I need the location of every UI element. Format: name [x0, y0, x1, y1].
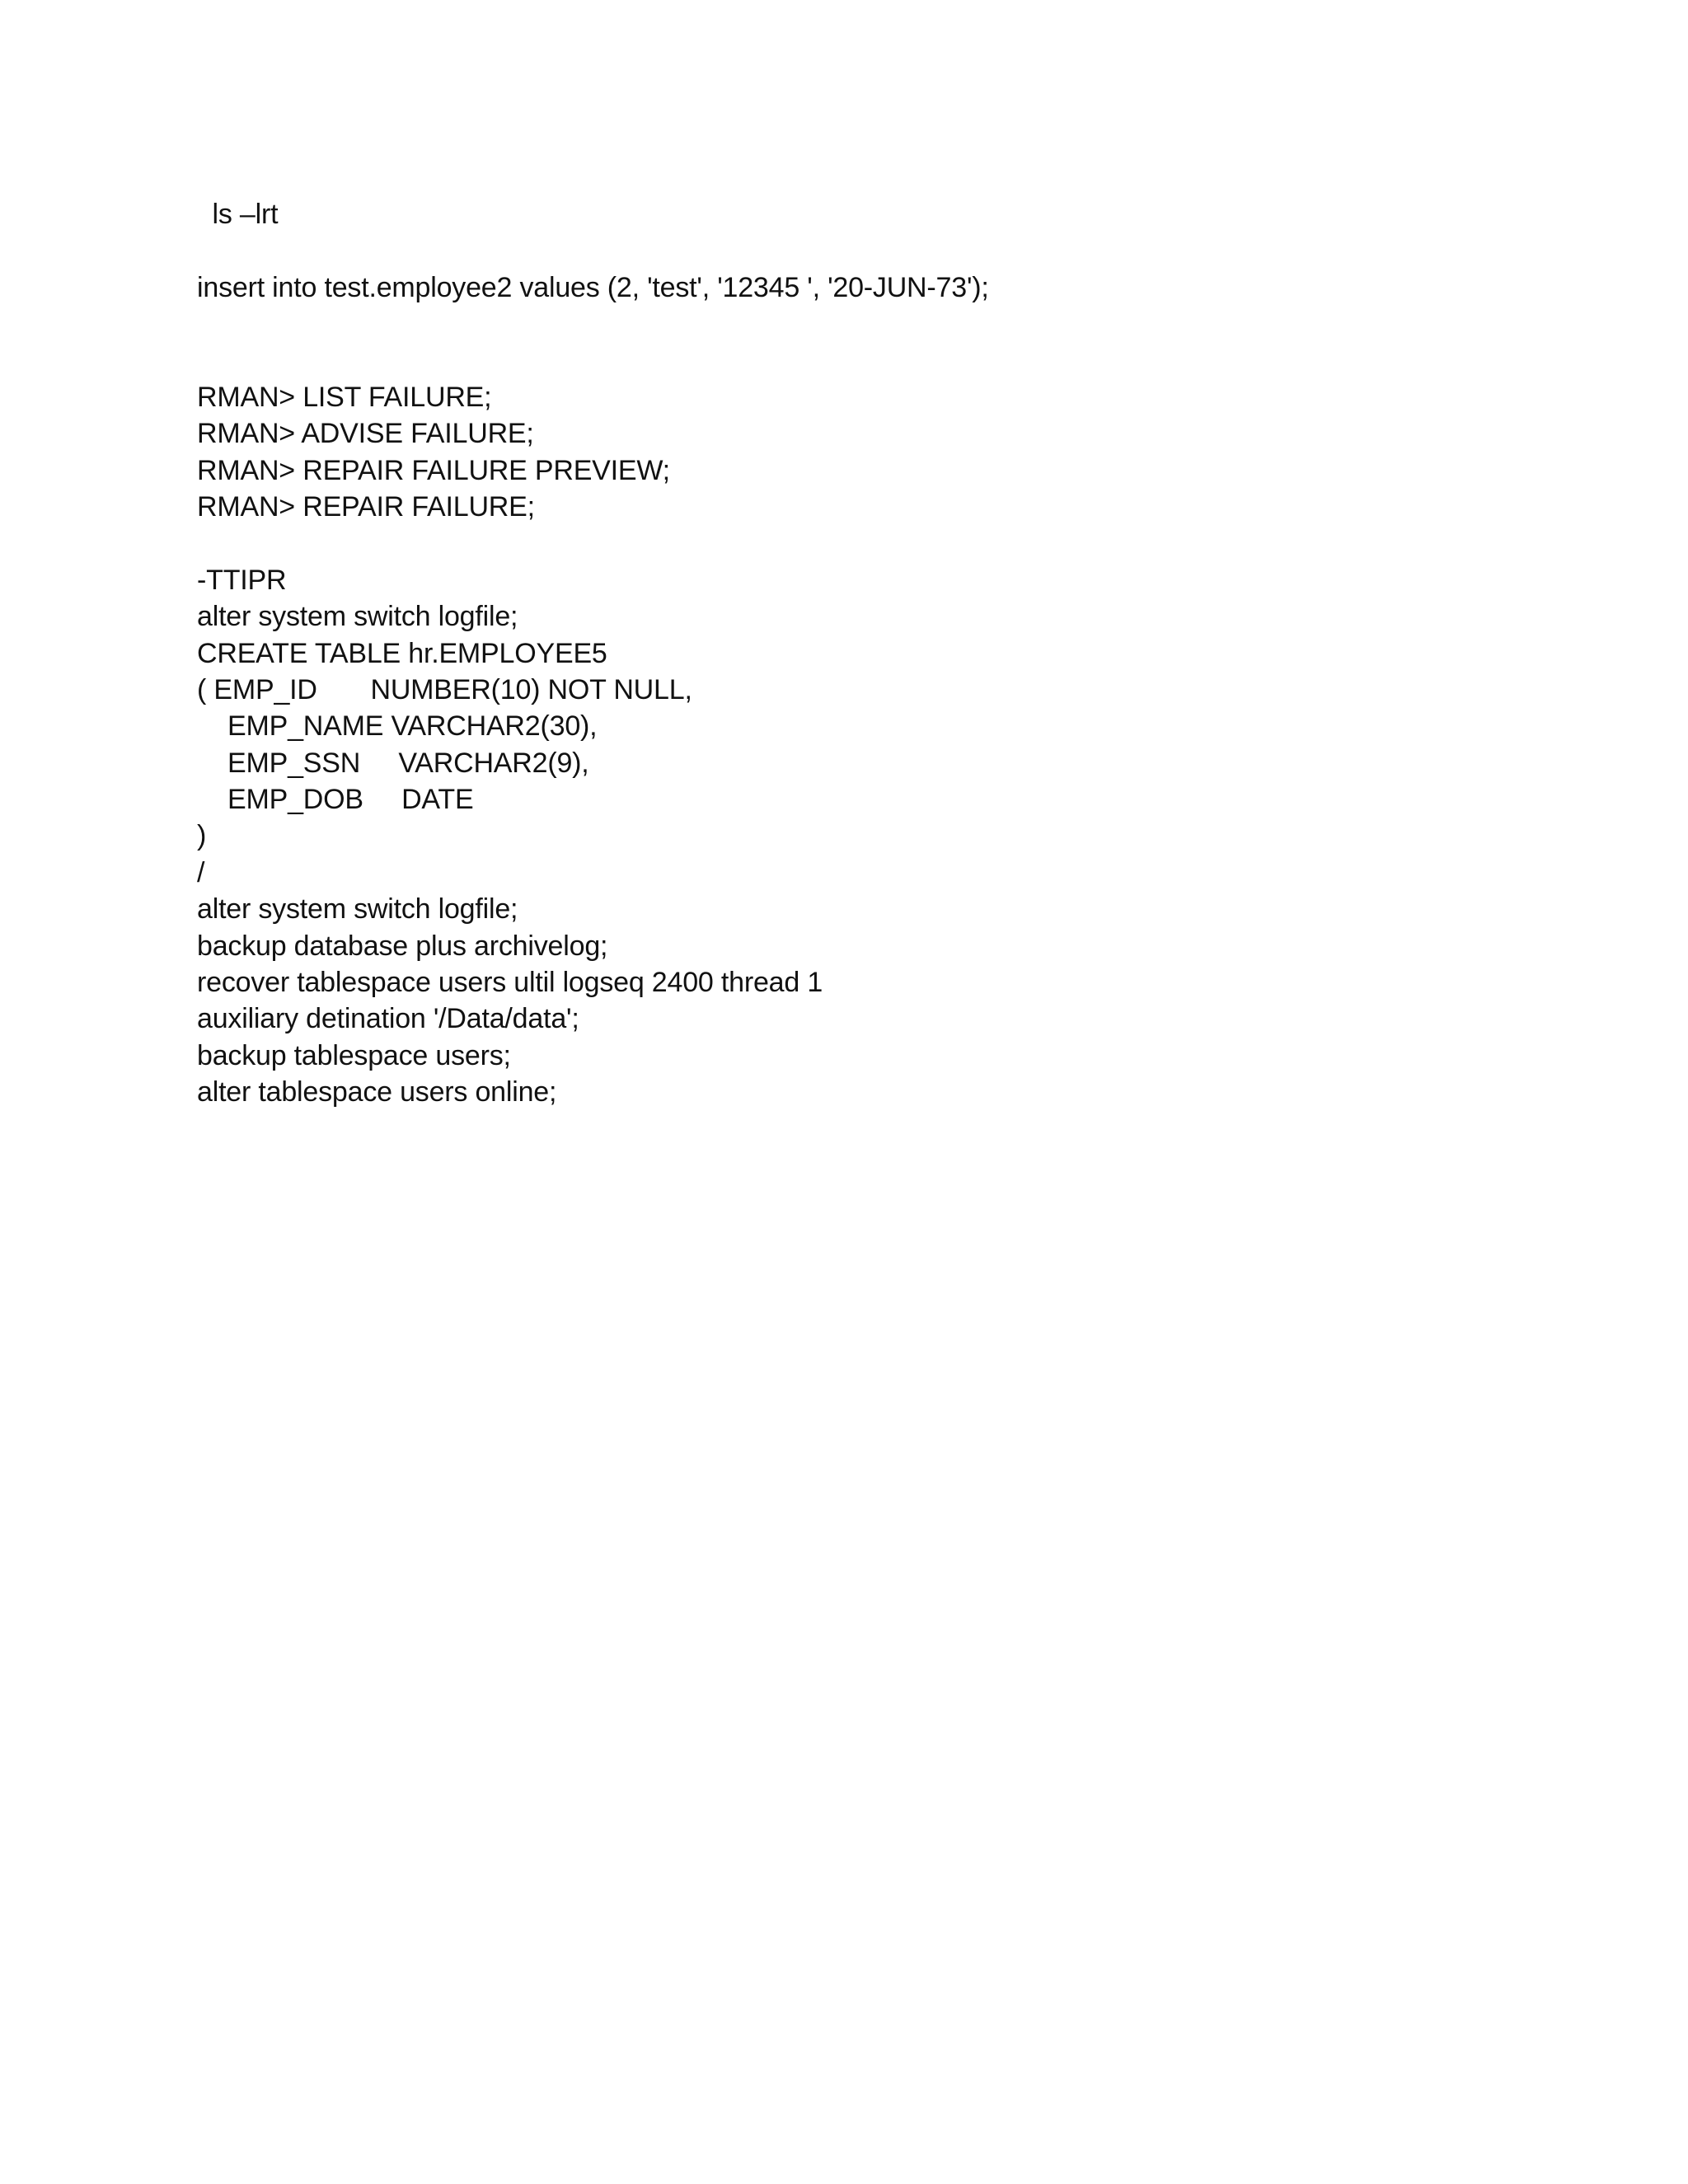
emp-name-column-line: EMP_NAME VARCHAR2(30), [197, 710, 598, 742]
closing-paren-line: ) [197, 820, 207, 851]
backup-tablespace-line: backup tablespace users; [197, 1040, 511, 1071]
create-table-line: CREATE TABLE hr.EMPLOYEE5 [197, 638, 607, 669]
backup-database-line: backup database plus archivelog; [197, 930, 608, 962]
slash-line: / [197, 857, 205, 888]
tablespace-online-line: alter tablespace users online; [197, 1076, 557, 1108]
recover-tablespace-line: recover tablespace users ultil logseq 2400 thread 1 [197, 967, 823, 998]
auxiliary-destination-line: auxiliary detination '/Data/data'; [197, 1003, 579, 1034]
switch-logfile-line-2: alter system switch logfile; [197, 893, 518, 925]
sql-insert-line: insert into test.employee2 values (2, 'test', '12345 ', '20-JUN-73'); [197, 272, 989, 303]
rman-repair-preview-line: RMAN> REPAIR FAILURE PREVIEW; [197, 455, 670, 486]
emp-id-column-line: ( EMP_ID NUMBER(10) NOT NULL, [197, 674, 692, 705]
ttipr-line: -TTIPR [197, 565, 287, 596]
rman-repair-failure-line: RMAN> REPAIR FAILURE; [197, 491, 535, 523]
emp-dob-column-line: EMP_DOB DATE [197, 784, 474, 815]
switch-logfile-line-1: alter system switch logfile; [197, 601, 518, 632]
rman-list-failure-line: RMAN> LIST FAILURE; [197, 382, 492, 413]
command-line-ls: ls –lrt [197, 199, 279, 230]
rman-advise-failure-line: RMAN> ADVISE FAILURE; [197, 418, 534, 449]
emp-ssn-column-line: EMP_SSN VARCHAR2(9), [197, 748, 589, 779]
